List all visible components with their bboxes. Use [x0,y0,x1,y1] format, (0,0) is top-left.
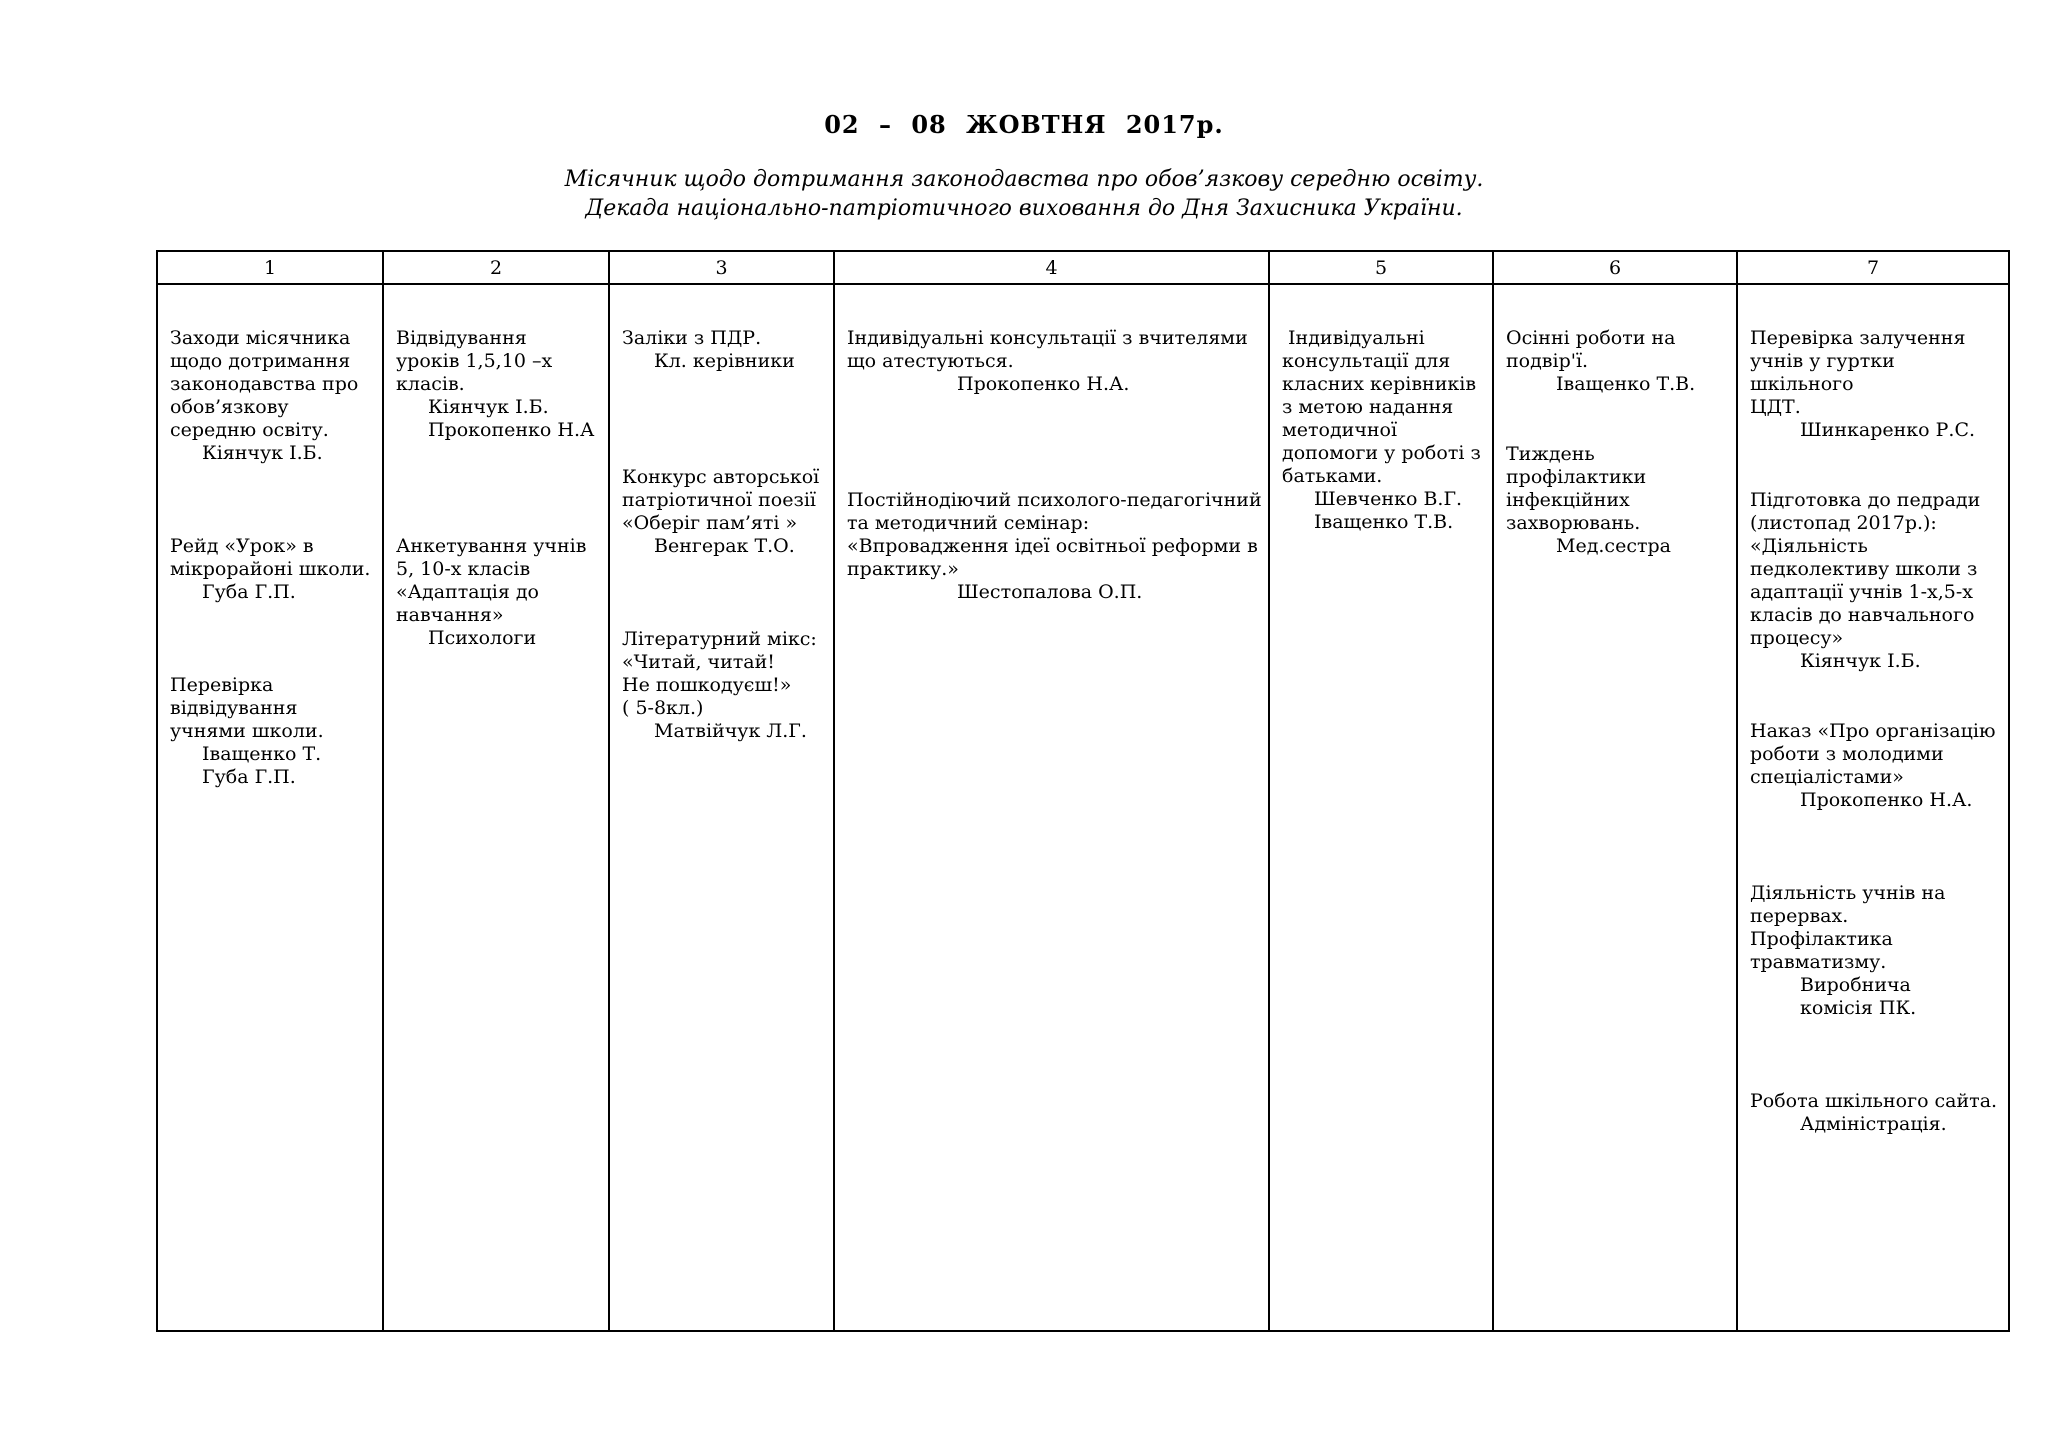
activity-item [396,535,604,650]
subtitle-line-1: Місячник щодо дотримання законодавства про обов’язкову середню освіту. [564,167,1484,192]
activity-text: «Оберіг пам’яті » [622,512,798,534]
column-header-2: 2 [383,251,609,284]
activity-item [847,489,1264,604]
activity-text: класів до навчального [1750,604,1975,626]
activity-text: Тиждень [1506,443,1595,465]
responsible-person: Прокопенко Н.А. [1800,789,1973,811]
cell-col-3 [609,284,834,1331]
activity-item [170,535,378,604]
page-title: 02 – 08 ЖОВТНЯ 2017р. [824,110,1224,139]
activity-text: «Впровадження ідеї освітньої реформи в [847,535,1258,557]
cell-col-6 [1493,284,1737,1331]
activity-text: середню освіту. [170,419,329,441]
responsible-person: Іващенко Т.В. [1556,373,1696,395]
responsible-person: Іващенко Т. [202,743,322,765]
activity-text: Осінні роботи на [1506,327,1676,349]
activity-text: Перевірка залучення [1750,327,1966,349]
responsible-person: Шевченко В.Г. [1314,488,1463,510]
activity-text: Заліки з ПДР. [622,327,762,349]
activity-text: Робота шкільного сайта. [1750,1090,1998,1112]
activity-text: уроків 1,5,10 –х [396,350,553,372]
activity-text: адаптації учнів 1-х,5-х [1750,581,1973,603]
activity-text: обов’язкову [170,396,289,418]
responsible-person: Матвійчук Л.Г. [654,720,807,742]
activity-item [847,327,1264,396]
weekly-plan-table [156,250,2010,1332]
cell-col-4 [834,284,1269,1331]
responsible-person: Кіянчук І.Б. [428,396,549,418]
responsible-person: Губа Г.П. [202,581,296,603]
activity-text: мікрорайоні школи. [170,558,371,580]
responsible-person: Мед.сестра [1556,535,1671,557]
responsible-person: комісія ПК. [1800,997,1917,1019]
activity-text: (листопад 2017р.): [1750,512,1937,534]
column-header-1: 1 [157,251,383,284]
activity-text: Діяльність учнів на [1750,882,1946,904]
activity-text: перервах. [1750,905,1849,927]
activity-text: подвір'ї. [1506,350,1589,372]
responsible-person: Шестопалова О.П. [957,581,1143,603]
responsible-person: Іващенко Т.В. [1314,511,1454,533]
column-header-7: 7 [1737,251,2009,284]
responsible-person: Прокопенко Н.А [428,419,595,441]
cell-col-1 [157,284,383,1331]
activity-text: роботи з молодими [1750,743,1944,765]
activity-text: Наказ «Про організацію [1750,720,1996,742]
column-header-6: 6 [1493,251,1737,284]
cell-col-7 [1737,284,2009,1331]
activity-text: що атестуються. [847,350,1014,372]
responsible-person: Прокопенко Н.А. [957,373,1130,395]
activity-item [622,628,829,743]
activity-text: навчання» [396,604,504,626]
table-row [157,284,2009,1331]
activity-text: спеціалістами» [1750,766,1904,788]
cell-col-5 [1269,284,1493,1331]
activity-text: ЦДТ. [1750,396,1801,418]
activity-text: Підготовка до педради [1750,489,1981,511]
responsible-person: Кл. керівники [654,350,795,372]
activity-text: допомоги у роботі з [1282,442,1481,464]
activity-item [1282,327,1488,534]
activity-text: Профілактика [1750,928,1893,950]
activity-text: профілактики [1506,466,1647,488]
activity-item [1750,1090,2004,1136]
table-header-row [157,251,2009,284]
activity-text: класних керівників [1282,373,1477,395]
activity-text: травматизму. [1750,951,1887,973]
responsible-person: Кіянчук І.Б. [1800,650,1921,672]
responsible-person: Кіянчук І.Б. [202,442,323,464]
activity-text: «Діяльність [1750,535,1868,557]
activity-text: процесу» [1750,627,1844,649]
activity-text: батьками. [1282,465,1383,487]
activity-text: Конкурс авторської [622,466,820,488]
activity-text: 5, 10-х класів [396,558,531,580]
activity-text: Перевірка [170,674,274,696]
responsible-person: Психологи [428,627,537,649]
activity-text: методичної [1282,419,1398,441]
column-header-5: 5 [1269,251,1493,284]
activity-text: Постійнодіючий психолого-педагогічний [847,489,1262,511]
activity-text: практику.» [847,558,959,580]
activity-text: учнів у гуртки шкільного [1750,350,1901,395]
activity-text: Не пошкодуєш!» [622,674,792,696]
activity-text: Індивідуальні [1282,327,1425,349]
activity-text: Літературний мікс: [622,628,817,650]
activity-item [1506,443,1732,558]
activity-text: Заходи місячника [170,327,351,349]
activity-text: «Читай, читай! [622,651,775,673]
activity-text: захворювань. [1506,512,1641,534]
responsible-person: Венгерак Т.О. [654,535,795,557]
column-header-3: 3 [609,251,834,284]
activity-text: педколективу школи з [1750,558,1978,580]
responsible-person: Шинкаренко Р.С. [1800,419,1976,441]
activity-text: інфекційних [1506,489,1630,511]
activity-item [396,327,604,442]
responsible-person: Губа Г.П. [202,766,296,788]
activity-text: консультації для [1282,350,1451,372]
subtitle-line-2: Декада національно-патріотичного виховання до Дня Захисника України. [585,196,1463,221]
responsible-person: Виробнича [1800,974,1911,996]
activity-text: законодавства про [170,373,359,395]
activity-item [1750,327,2004,442]
activity-item [622,466,829,558]
activity-item [170,327,378,465]
activity-item [1750,720,2004,812]
activity-text: Індивідуальні консультації з вчителями [847,327,1248,349]
activity-text: з метою надання [1282,396,1454,418]
activity-text: класів. [396,373,465,395]
column-header-4: 4 [834,251,1269,284]
activity-text: «Адаптація до [396,581,540,603]
responsible-person: Адміністрація. [1800,1113,1947,1135]
activity-item [1750,882,2004,1020]
cell-col-2 [383,284,609,1331]
activity-text: патріотичної поезії [622,489,816,511]
activity-item [622,327,829,373]
activity-item [170,674,378,789]
activity-item [1506,327,1732,396]
activity-text: учнями школи. [170,720,324,742]
activity-text: Анкетування учнів [396,535,587,557]
activity-text: ( 5-8кл.) [622,697,704,719]
activity-text: щодо дотримання [170,350,351,372]
activity-text: відвідування [170,697,298,719]
activity-text: та методичний семінар: [847,512,1090,534]
activity-item [1750,489,2004,673]
activity-text: Відвідування [396,327,527,349]
activity-text: Рейд «Урок» в [170,535,314,557]
